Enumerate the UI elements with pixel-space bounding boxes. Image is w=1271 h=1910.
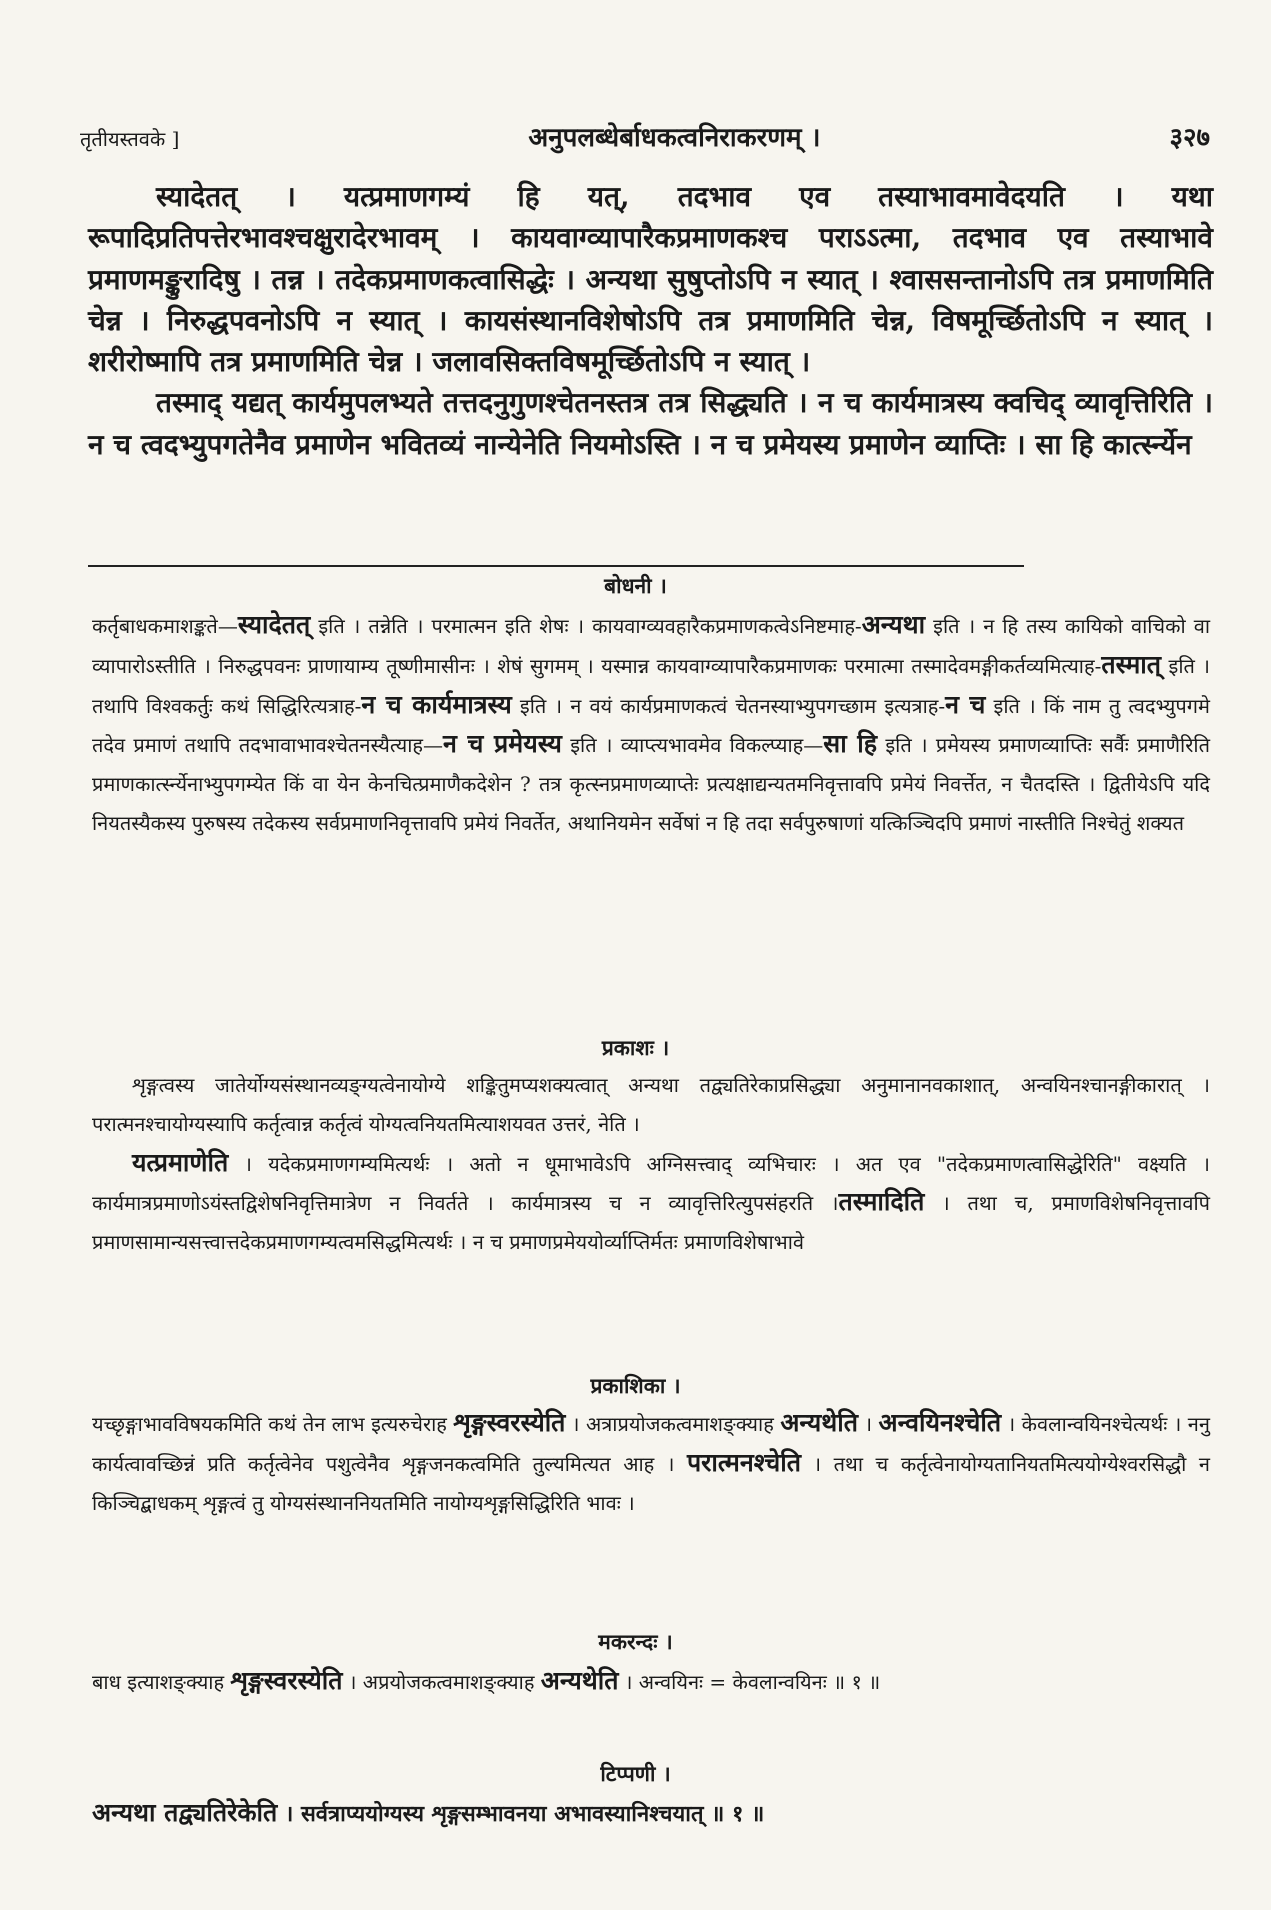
prakasha-paragraph-2: यत्प्रमाणेति । यदेकप्रमाणगम्यमित्यर्थः । अतो न धूमाभावेऽपि अग्निसत्त्वाद् व्यभिचारः । अत एव "तदेकप्रमाणत्वासिद्धेरिति" वक्ष्यति । कार्यमात्रप्रमाणोऽयंस्तद्विशेषनिवृत्तिमात्रेण न निवर्तते । कार्यमात्रस्य च न व्यावृत्तिरित्युपसंहरति ।तस्मादिति । तथा च, प्रमाणविशेषनिवृत्तावपि प्रमाणसामान्यसत्त्वात्तदेकप्रमाणगम्यत्वमसिद्धमित्यर्थः । न च प्रमाणप्रमेययोर्व्याप्तिर्मतः प्रमाणविशेषाभावे — [92, 1147, 1210, 1255]
prakasha-paragraph-1: शृङ्गत्वस्य जातेर्योग्यसंस्थानव्यङ्ग्यत्वेनायोग्ये शङ्कितुमप्यशक्यत्वात् अन्यथा तद्व्यतिरेकाप्रसिद्ध्या अनुमानानवकाशात्, अन्वयिनश्चानङ्गीकारात् । परात्मनश्चायोग्यस्यापि कर्तृत्वान्न कर्तृत्वं योग्यत्वनियतमित्याशयवत उत्तरं, नेति । — [92, 1073, 1210, 1136]
tippani-note — [92, 1794, 1210, 1834]
main-text — [88, 176, 1213, 465]
makaranda-heading: मकरन्दः । — [598, 1629, 673, 1654]
bodhani-paragraph: कर्तृबाधकमाशङ्कते—स्यादेतत् इति । तन्नेति । परमात्मन इति शेषः । कायवाग्व्यवहारैकप्रमाणकत्वेऽनिष्टमाह-अन्यथा इति । न हि तस्य कायिको वाचिको वा व्यापारोऽस्तीति । निरुद्धपवनः प्राणायाम्य तूष्णीमासीनः । शेषं सुगमम् । यस्मान्न कायवाग्व्यापारैकप्रमाणकः परमात्मा तस्मादेवमङ्गीकर्तव्यमित्याह-तस्मात् इति । तथापि विश्वकर्तुः कथं सिद्धिरित्यत्राह-न च कार्यमात्रस्य इति । न वयं कार्यप्रमाणकत्वं चेतनस्याभ्युपगच्छाम इत्यत्राह-न च इति । किं नाम तु त्वदभ्युपगमे तदेव प्रमाणं तथापि तदभावाभावश्चेतनस्यैत्याह—न च प्रमेयस्य इति । व्याप्त्यभावमेव विकल्प्याह—सा हि इति । प्रमेयस्य प्रमाणव्याप्तिः सर्वैः प्रमाणैरिति प्रमाणकार्त्स्न्येनाभ्युपगम्येत किं वा येन केनचित्प्रमाणैकदेशेन ? तत्र कृत्स्नप्रमाणव्याप्तेः प्रत्यक्षाद्यन्यतमनिवृत्तावपि प्रमेयं निवर्त्तेत, न चैतदस्ति । द्वितीयेऽपि यदि नियतस्यैकस्य पुरुषस्य तदेकस्य सर्वप्रमाणनिवृत्तावपि प्रमेयं निवर्तेत, अथानियमेन सर्वेषां न हि तदा सर्वपुरुषाणां यत्किञ्चिदपि प्रमाणं नास्तीति निश्चेतुं शक्यत — [92, 610, 1211, 835]
page-title: अनुपलब्धेर्बाधकत्वनिराकरणम् । — [528, 123, 821, 153]
main-paragraph-1: स्यादेतत् । यत्प्रमाणगम्यं हि यत्, तदभाव एव तस्याभावमावेदयति । यथा रूपादिप्रतिपत्तेरभावश्चक्षुरादेरभावम् । कायवाग्व्यापारैकप्रमाणकश्च पराऽऽत्मा, तदभाव एव तस्याभावे प्रमाणमङ्कुरादिषु । तन्न । तदेकप्रमाणकत्वासिद्धेः । अन्यथा सुषुप्तोऽपि न स्यात् । श्वाससन्तानोऽपि तत्र प्रमाणमिति चेन्न । निरुद्धपवनोऽपि न स्यात् । कायसंस्थानविशेषोऽपि तत्र प्रमाणमिति चेन्न, विषमूर्च्छितोऽपि न स्यात् । शरीरोष्मापि तत्र प्रमाणमिति चेन्न । जलावसिक्तविषमूर्च्छितोऽपि न स्यात् । — [88, 180, 1213, 379]
prakashika-commentary — [92, 1404, 1210, 1522]
main-paragraph-2: तस्माद् यद्यत् कार्यमुपलभ्यते तत्तदनुगुणश्चेतनस्तत्र तत्र सिद्ध्यति । न च कार्यमात्रस्य क्वचिद् व्यावृत्तिरिति । न च त्वदभ्युपगतेनैव प्रमाणेन भवितव्यं नान्येनेति नियमोऽस्ति । न च प्रमेयस्य प्रमाणेन व्याप्तिः । सा हि कार्त्स्न्येन — [88, 386, 1213, 461]
page-number: ३२७ — [1169, 123, 1210, 153]
bodhani-commentary — [92, 606, 1210, 843]
tippani-paragraph: अन्यथा तद्व्यतिरेकेति । सर्वत्राप्ययोग्यस्य शृङ्गसम्भावनया अभावस्यानिश्चयात् ॥ १ ॥ — [92, 1798, 765, 1827]
running-header — [80, 118, 1210, 154]
tippani-heading: टिप्पणी । — [600, 1761, 671, 1786]
makaranda-paragraph: बाध इत्याशङ्क्याह शृङ्गस्वरस्येति । अप्रयोजकत्वमाशङ्क्याह अन्यथेति । अन्वयिनः = केवलान्वयिनः ॥ १ ॥ — [92, 1666, 881, 1695]
divider-rule — [88, 565, 1024, 567]
section-label: तृतीयस्तवके ] — [80, 127, 180, 151]
prakashika-heading: प्रकाशिका । — [590, 1373, 681, 1398]
bodhani-heading: बोधनी । — [604, 573, 667, 598]
prakasha-commentary — [92, 1066, 1210, 1262]
prakasha-heading: प्रकाशः । — [601, 1035, 670, 1060]
prakashika-paragraph: यच्छृङ्गाभावविषयकमिति कथं तेन लाभ इत्यरुचेराह शृङ्गस्वरस्येति । अत्राप्रयोजकत्वमाशङ्क्याह अन्यथेति । अन्वयिनश्चेति । केवलान्वयिनश्चेत्यर्थः । ननु कार्यत्वावच्छिन्नं प्रति कर्तृत्वेनेव पशुत्वेनैव शृङ्गजनकत्वमिति तुल्यमित्यत आह । परात्मनश्चेति । तथा च कर्तृत्वेनायोग्यतानियतमित्ययोग्येश्वरसिद्धौ न किञ्चिद्बाधकम् शृङ्गत्वं तु योग्यसंस्थाननियतमिति नायोग्यशृङ्गसिद्धिरिति भावः । — [92, 1408, 1210, 1515]
makaranda-commentary — [92, 1662, 1210, 1702]
